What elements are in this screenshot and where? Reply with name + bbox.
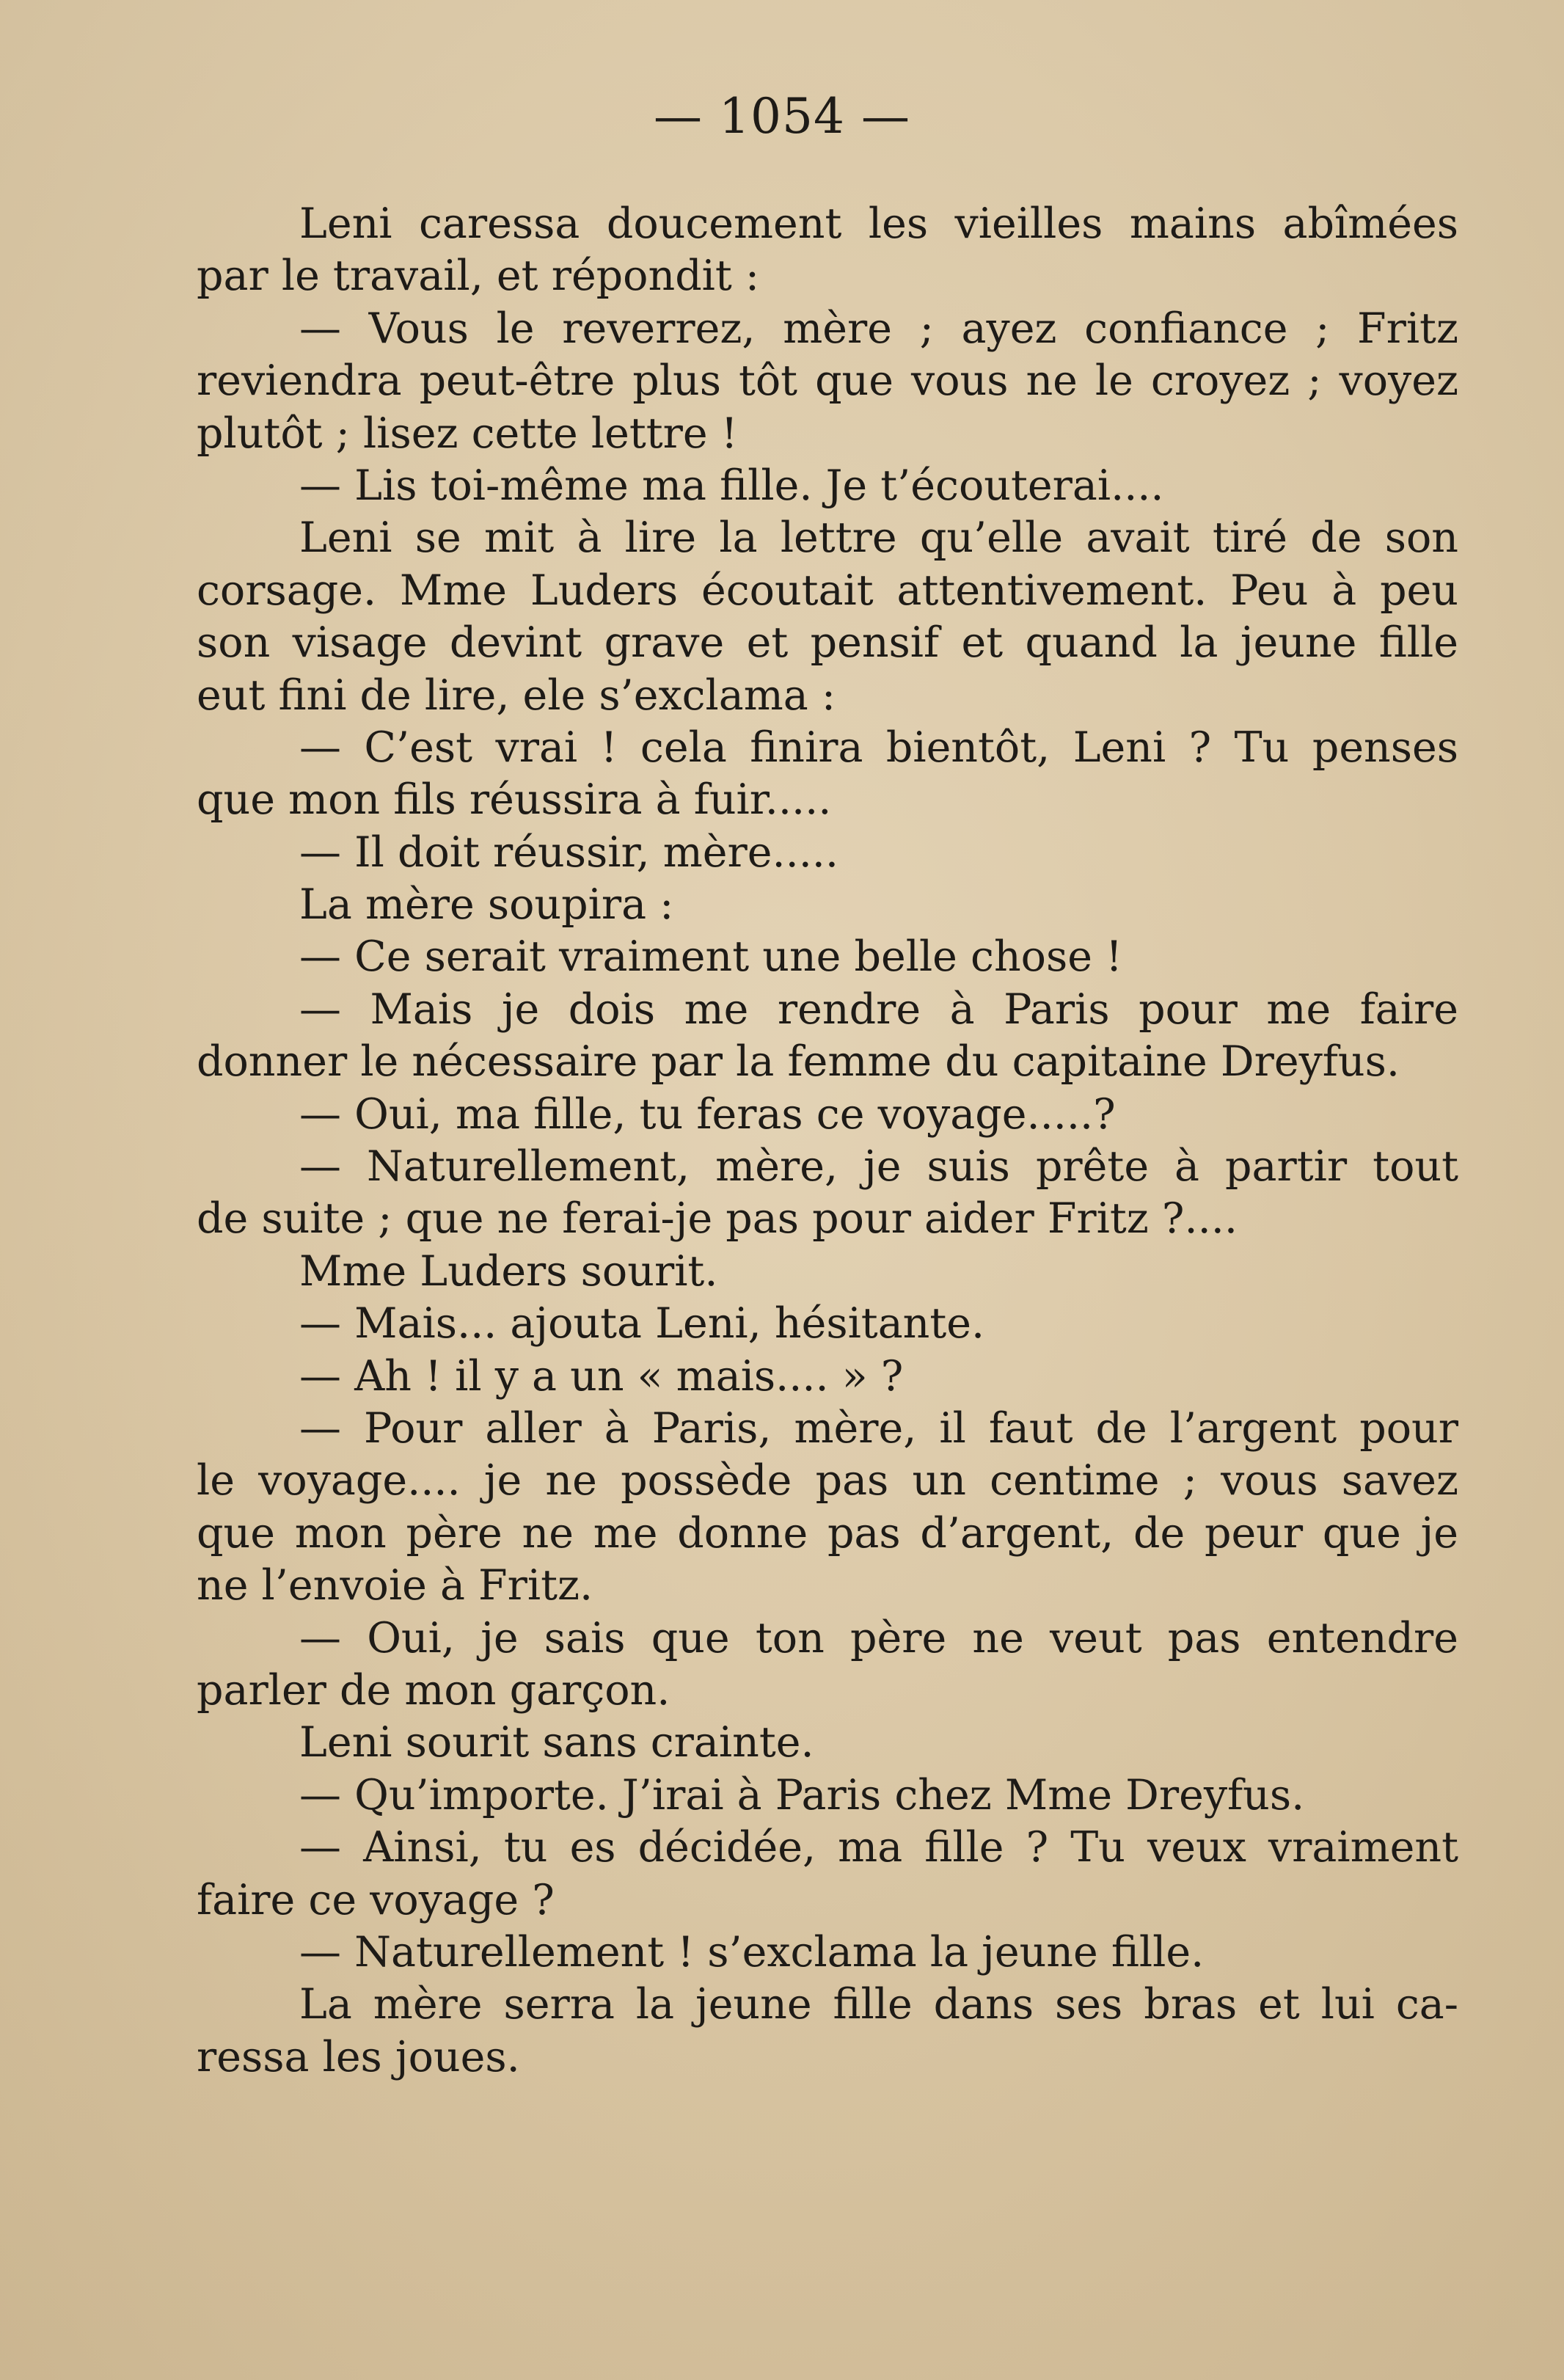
text-line: — Ainsi, tu es décidée, ma fille ? Tu veux vraiment — [299, 1823, 1458, 1872]
text-line: que mon fils réussira à fuir..... — [197, 775, 832, 825]
text-line: Leni sourit sans crainte. — [299, 1718, 814, 1767]
text-line: — Mais... ajouta Leni, hésitante. — [299, 1299, 985, 1348]
text-line: — Naturellement ! s’exclama la jeune fille. — [299, 1927, 1205, 1976]
text-line: — Lis toi-même ma fille. Je t’écouterai.... — [299, 461, 1164, 510]
text-line: donner le nécessaire par la femme du capitaine Dreyfus. — [197, 1037, 1400, 1087]
text-line: — Pour aller à Paris, mère, il faut de l’argent pour — [299, 1403, 1458, 1453]
text-line: faire ce voyage ? — [197, 1875, 555, 1924]
page-number: — 1054 — — [654, 88, 910, 145]
text-line: La mère serra la jeune fille dans ses bras et lui ca- — [299, 1980, 1458, 2029]
text-line: ne l’envoie à Fritz. — [197, 1561, 593, 1610]
text-line: corsage. Mme Luders écoutait attentivement. Peu à peu — [197, 566, 1458, 615]
text-line: reviendra peut-être plus tôt que vous ne le croyez ; voyez — [197, 357, 1458, 406]
text-line: — Oui, ma fille, tu feras ce voyage.....? — [299, 1089, 1116, 1139]
text-line: — Oui, je sais que ton père ne veut pas entendre — [299, 1613, 1458, 1662]
text-line: — C’est vrai ! cela finira bientôt, Leni ? Tu penses — [299, 723, 1458, 772]
text-line: — Il doit réussir, mère..... — [299, 828, 839, 877]
text-line: Leni se mit à lire la lettre qu’elle avait tiré de son — [299, 514, 1458, 563]
text-line: de suite ; que ne ferai-je pas pour aider Fritz ?.... — [197, 1194, 1238, 1244]
text-line: Mme Luders sourit. — [299, 1246, 718, 1296]
text-line: le voyage.... je ne possède pas un centime ; vous savez — [197, 1456, 1458, 1505]
text-line: — Naturellement, mère, je suis prête à partir tout — [299, 1142, 1458, 1191]
body-text — [197, 198, 1458, 2084]
text-line: — Qu’importe. J’irai à Paris chez Mme Dreyfus. — [299, 1770, 1305, 1819]
text-line: — Ah ! il y a un « mais.... » ? — [299, 1351, 904, 1401]
text-line: — Vous le reverrez, mère ; ayez confiance ; Fritz — [299, 304, 1458, 353]
text-line: Leni caressa doucement les vieilles mains abîmées — [299, 200, 1458, 248]
text-line: — Mais je dois me rendre à Paris pour me faire — [299, 985, 1458, 1034]
text-line: son visage devint grave et pensif et quand la jeune fille — [197, 618, 1458, 668]
text-line: plutôt ; lisez cette lettre ! — [197, 409, 738, 458]
text-line: parler de mon garçon. — [197, 1665, 670, 1715]
text-line: — Ce serait vraiment une belle chose ! — [299, 932, 1122, 982]
text-line: La mère soupira : — [299, 880, 674, 930]
text-line: par le travail, et répondit : — [197, 252, 760, 301]
text-line: ressa les joues. — [197, 2032, 520, 2081]
text-line: eut fini de lire, ele s’exclama : — [197, 671, 836, 720]
text-line: que mon père ne me donne pas d’argent, de peur que je — [197, 1508, 1458, 1558]
